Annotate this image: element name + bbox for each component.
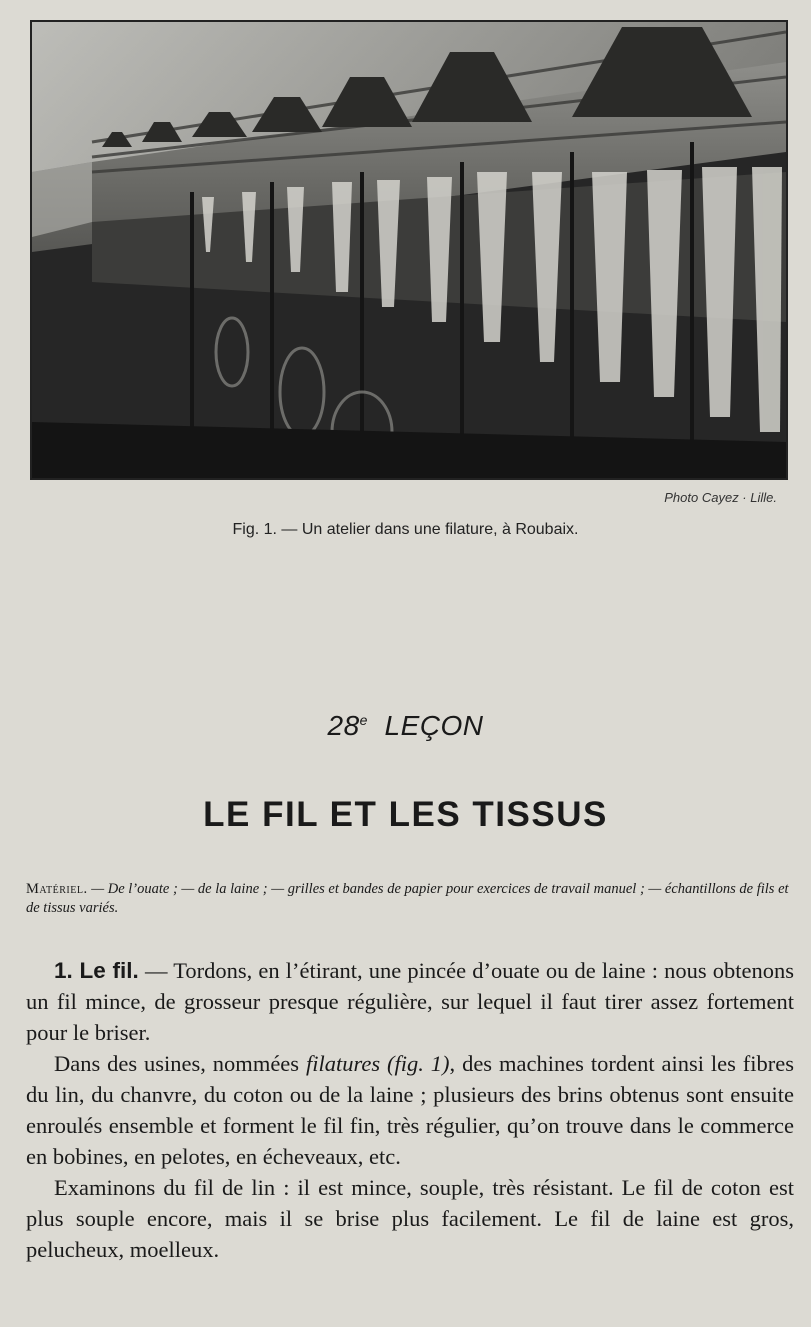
materiel-text: — De l’ouate ; — de la laine ; — grilles et bandes de papier pour exercices de travail manuel ; — échantillons de fils et de tissus variés. — [26, 881, 789, 916]
paragraph-2 — [26, 1048, 794, 1172]
section-heading: 1. Le fil. — [54, 958, 139, 983]
filature-photo-illustration — [32, 22, 786, 478]
paragraph-1 — [26, 955, 794, 1048]
paragraph-2-start: Dans des usines, nommées — [54, 1051, 306, 1076]
lesson-number-value: 28 — [327, 710, 360, 741]
lesson-number-suffix: e — [359, 712, 368, 728]
figure-photo — [30, 20, 788, 480]
paragraph-3-text: Examinons du fil de lin : il est mince, souple, très résistant. Le fil de coton est plus souple encore, mais il se brise plus facilement. Le fil de laine est gros, pelucheux, moelleux. — [26, 1175, 794, 1262]
lesson-title: LE FIL ET LES TISSUS — [203, 795, 608, 834]
paragraph-1-text: — Tordons, en l’étirant, une pincée d’ouate ou de laine : nous obtenons un fil mince, de grosseur presque régulière, sur lequel il faut tirer assez fortement pour le briser. — [26, 958, 794, 1045]
lesson-body — [26, 955, 794, 1265]
materiel-note — [26, 880, 796, 918]
paragraph-2-end: , des machines tordent ainsi les fibres du lin, du chanvre, du coton ou de la laine ; plusieurs des brins obtenus sont ensuite enroulés ensemble et forment le fil fin, très régulier, qu’on trouve dans le commerce en bobines, en pelotes, en écheveaux, etc. — [26, 1051, 794, 1169]
materiel-label: Matériel. — [26, 881, 88, 897]
paragraph-2-figref: (fig. 1) — [380, 1051, 450, 1076]
lesson-label: LEÇON — [384, 710, 484, 741]
paragraph-2-term: filatures — [305, 1051, 381, 1076]
photo-credit: Photo Cayez · Lille. — [664, 490, 777, 505]
figure-caption: Fig. 1. — Un atelier dans une filature, à Roubaix. — [232, 521, 579, 538]
lesson-number — [0, 710, 811, 742]
paragraph-3 — [26, 1172, 794, 1265]
